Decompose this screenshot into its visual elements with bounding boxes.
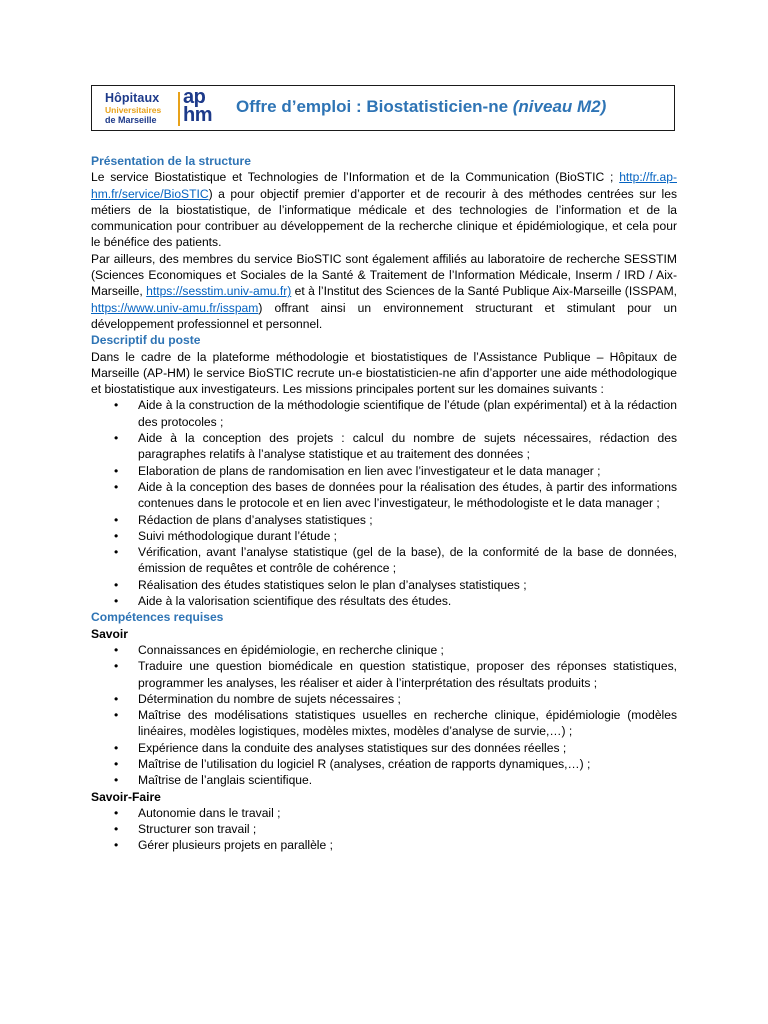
p2-text-b: et à l’Institut des Sciences de la Santé Publique Aix-Marseille (ISSPAM, <box>291 284 678 299</box>
list-item: • Détermination du nombre de sujets nécessaires ; <box>91 691 677 707</box>
logo-ap: ap <box>183 86 206 108</box>
aphm-logo <box>105 86 215 127</box>
list-item: • Aide à la conception des projets : calcul du nombre de sujets nécessaires, rédaction des paragraphes relatifs à l’analyse statistique et au traitement des données ; <box>91 430 677 463</box>
list-item: • Suivi méthodologique durant l’étude ; <box>91 528 677 544</box>
logo-hm: hm <box>183 104 212 126</box>
link-sesstim[interactable]: https://sesstim.univ-amu.fr) <box>146 284 292 299</box>
document-body <box>91 153 677 854</box>
list-item: • Traduire une question biomédicale en question statistique, proposer des réponses statistiques, programmer les analyses, les réaliser et aider à l’interprétation des résultats produits ; <box>91 658 677 691</box>
heading-poste: Descriptif du poste <box>91 333 201 348</box>
title-level: (niveau M2) <box>512 97 607 116</box>
list-item: • Rédaction de plans d’analyses statistiques ; <box>91 512 677 528</box>
list-item: • Expérience dans la conduite des analyses statistiques sur des données réelles ; <box>91 740 677 756</box>
list-item: • Aide à la valorisation scientifique des résultats des études. <box>91 593 677 609</box>
savoir-faire-list <box>91 805 677 854</box>
list-item: • Elaboration de plans de randomisation en lien avec l’investigateur et le data manager ; <box>91 463 677 479</box>
paragraph-sesstim <box>91 251 677 332</box>
list-item: • Maîtrise de l’utilisation du logiciel R (analyses, création de rapports dynamiques,…) ; <box>91 756 677 772</box>
page-title <box>236 97 606 117</box>
title-main: Offre d’emploi : Biostatisticien-ne <box>236 97 513 116</box>
logo-line-universitaires: Universitaires <box>105 105 162 115</box>
subheading-savoir: Savoir <box>91 626 128 641</box>
header-box <box>91 85 675 131</box>
list-item: • Aide à la conception des bases de données pour la réalisation des études, à partir des informations contenues dans le protocole et en lien avec l’investigateur, le méthodologiste et le data manager ; <box>91 479 677 512</box>
logo-separator <box>178 92 180 126</box>
list-item: • Vérification, avant l’analyse statistique (gel de la base), de la conformité de la base de données, émission de requêtes et contrôle de cohérence ; <box>91 544 677 577</box>
link-isspam[interactable]: https://www.univ-amu.fr/isspam <box>91 300 259 315</box>
logo-line-marseille: de Marseille <box>105 115 157 125</box>
logo-line-hopitaux: Hôpitaux <box>105 91 160 105</box>
subheading-savoir-faire: Savoir-Faire <box>91 789 161 804</box>
list-item: • Maîtrise des modélisations statistiques usuelles en recherche clinique, épidémiologie (modèles linéaires, modèles logistiques, modèles mixtes, modèles d’analyse de survie,…) ; <box>91 707 677 740</box>
list-item: • Structurer son travail ; <box>91 821 677 837</box>
heading-competences: Compétences requises <box>91 610 224 625</box>
list-item: • Aide à la construction de la méthodologie scientifique de l’étude (plan expérimental) et à la rédaction des protocoles ; <box>91 397 677 430</box>
list-item: • Autonomie dans le travail ; <box>91 805 677 821</box>
paragraph-poste-intro: Dans le cadre de la plateforme méthodologie et biostatistiques de l’Assistance Publique – Hôpitaux de Marseille (AP-HM) le service BioSTIC recrute un-e biostatisticien-ne afin d’apporter une aide méthodologique et biostatistique aux investigateurs. Les missions principales portent sur les domaines suivants : <box>91 349 677 397</box>
heading-structure: Présentation de la structure <box>91 154 251 168</box>
missions-list <box>91 397 677 609</box>
p1-text-b: ) a pour objectif premier d’apporter et de recourir à des méthodes centrées sur les métiers de la biostatistique, de l’informatique médicale et des technologies de l’information et de la communication pour contribuer au développement de la recherche clinique et épidémiologique, et cela pour le bénéfice des patients. <box>91 186 677 250</box>
list-item: • Réalisation des études statistiques selon le plan d’analyses statistiques ; <box>91 577 677 593</box>
p2-text-a: Par ailleurs, des membres du service BioSTIC sont également affiliés au laboratoire de recherche SESSTIM (Sciences Economiques et Sociales de la Santé & Traitement de l’Information Médicale, Inserm / IRD / Aix-Marseille, <box>91 251 677 299</box>
p2-text-c: ) offrant ainsi un environnement structurant et stimulant pour un développement professionnel et personnel. <box>91 300 677 331</box>
list-item: • Gérer plusieurs projets en parallèle ; <box>91 837 677 853</box>
paragraph-biostic <box>91 169 677 250</box>
list-item: • Maîtrise de l’anglais scientifique. <box>91 772 677 788</box>
savoir-list <box>91 642 677 789</box>
p1-text-a: Le service Biostatistique et Technologies de l’Information et de la Communication (BioSTIC ; <box>91 170 620 185</box>
link-biostic[interactable]: http://fr.ap-hm.fr/service/BioSTIC <box>91 170 677 201</box>
list-item: • Connaissances en épidémiologie, en recherche clinique ; <box>91 642 677 658</box>
